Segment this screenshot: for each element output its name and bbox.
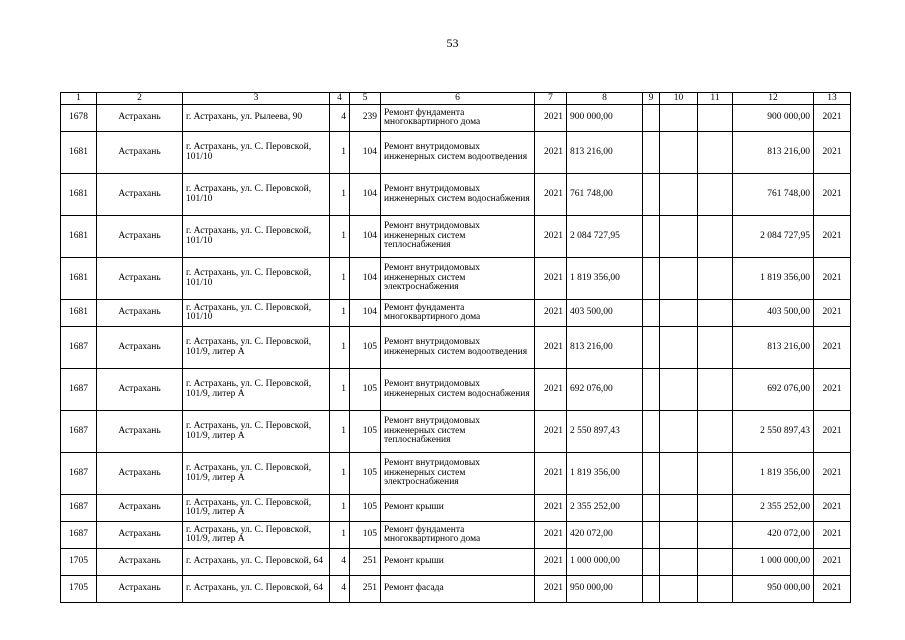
- column-header: 5: [350, 93, 381, 105]
- table-row: [61, 576, 851, 603]
- cell-address: г. Астрахань, ул. С. Перовской, 101/9, литер А: [183, 495, 330, 522]
- cell-col10: [660, 258, 698, 300]
- table-row: [61, 411, 851, 453]
- cell-year: 2021: [535, 216, 567, 258]
- cell-year-end: 2021: [814, 453, 851, 495]
- cell-locality: Астрахань: [97, 105, 183, 132]
- cell-col4: 4: [330, 105, 350, 132]
- column-header: 8: [567, 93, 643, 105]
- cell-col5: 104: [350, 132, 381, 174]
- cell-locality: Астрахань: [97, 258, 183, 300]
- column-header: 9: [643, 93, 660, 105]
- cell-address: г. Астрахань, ул. С. Перовской, 101/9, литер А: [183, 369, 330, 411]
- column-header: 7: [535, 93, 567, 105]
- table-row: [61, 522, 851, 549]
- cell-col9: [643, 411, 660, 453]
- cell-work-type: Ремонт фундамента многоквартирного дома: [381, 105, 535, 132]
- cell-work-type: Ремонт внутридомовых инженерных систем теплоснабжения: [381, 411, 535, 453]
- cell-work-type: Ремонт внутридомовых инженерных систем электроснабжения: [381, 453, 535, 495]
- cell-work-type: Ремонт фундамента многоквартирного дома: [381, 522, 535, 549]
- cell-amount-total: 900 000,00: [733, 105, 814, 132]
- cell-col11: [698, 174, 733, 216]
- cell-id: 1681: [61, 258, 97, 300]
- cell-col10: [660, 369, 698, 411]
- cell-col9: [643, 258, 660, 300]
- cell-amount-total: 1 819 356,00: [733, 453, 814, 495]
- cell-col9: [643, 174, 660, 216]
- cell-year: 2021: [535, 576, 567, 603]
- cell-year-end: 2021: [814, 105, 851, 132]
- cell-id: 1678: [61, 105, 97, 132]
- cell-amount: 2 084 727,95: [567, 216, 643, 258]
- cell-col5: 251: [350, 576, 381, 603]
- cell-col10: [660, 105, 698, 132]
- cell-work-type: Ремонт внутридомовых инженерных систем водоотведения: [381, 327, 535, 369]
- table-row: [61, 327, 851, 369]
- table-row: [61, 132, 851, 174]
- cell-id: 1705: [61, 576, 97, 603]
- cell-col11: [698, 522, 733, 549]
- cell-col10: [660, 495, 698, 522]
- cell-amount-total: 813 216,00: [733, 327, 814, 369]
- cell-col4: 1: [330, 369, 350, 411]
- cell-col4: 1: [330, 216, 350, 258]
- cell-col4: 1: [330, 327, 350, 369]
- cell-year: 2021: [535, 174, 567, 216]
- cell-amount: 1 819 356,00: [567, 258, 643, 300]
- cell-amount: 761 748,00: [567, 174, 643, 216]
- cell-amount-total: 403 500,00: [733, 300, 814, 327]
- cell-year-end: 2021: [814, 369, 851, 411]
- cell-id: 1681: [61, 174, 97, 216]
- cell-col5: 251: [350, 549, 381, 576]
- cell-id: 1681: [61, 300, 97, 327]
- cell-id: 1687: [61, 522, 97, 549]
- cell-col11: [698, 411, 733, 453]
- cell-year: 2021: [535, 411, 567, 453]
- cell-col5: 105: [350, 495, 381, 522]
- cell-col10: [660, 522, 698, 549]
- cell-col11: [698, 549, 733, 576]
- cell-amount: 692 076,00: [567, 369, 643, 411]
- cell-amount: 1 819 356,00: [567, 453, 643, 495]
- cell-col5: 104: [350, 216, 381, 258]
- cell-col10: [660, 132, 698, 174]
- cell-amount-total: 2 084 727,95: [733, 216, 814, 258]
- cell-address: г. Астрахань, ул. С. Перовской, 101/10: [183, 258, 330, 300]
- cell-work-type: Ремонт внутридомовых инженерных систем водоотведения: [381, 132, 535, 174]
- table-row: [61, 174, 851, 216]
- cell-col10: [660, 549, 698, 576]
- cell-year-end: 2021: [814, 522, 851, 549]
- cell-address: г. Астрахань, ул. С. Перовской, 101/10: [183, 216, 330, 258]
- cell-address: г. Астрахань, ул. С. Перовской, 64: [183, 549, 330, 576]
- cell-year-end: 2021: [814, 300, 851, 327]
- cell-col9: [643, 300, 660, 327]
- cell-col11: [698, 369, 733, 411]
- column-number-row: [61, 93, 851, 105]
- cell-col10: [660, 453, 698, 495]
- cell-work-type: Ремонт фасада: [381, 576, 535, 603]
- column-header: 11: [698, 93, 733, 105]
- cell-year: 2021: [535, 258, 567, 300]
- cell-id: 1705: [61, 549, 97, 576]
- cell-col5: 105: [350, 327, 381, 369]
- cell-year: 2021: [535, 369, 567, 411]
- table-row: [61, 549, 851, 576]
- cell-work-type: Ремонт крыши: [381, 549, 535, 576]
- cell-year-end: 2021: [814, 216, 851, 258]
- cell-year-end: 2021: [814, 327, 851, 369]
- column-header: 4: [330, 93, 350, 105]
- cell-locality: Астрахань: [97, 132, 183, 174]
- cell-amount-total: 1 819 356,00: [733, 258, 814, 300]
- cell-col9: [643, 369, 660, 411]
- cell-year: 2021: [535, 495, 567, 522]
- cell-col5: 105: [350, 453, 381, 495]
- cell-col9: [643, 576, 660, 603]
- table-row: [61, 258, 851, 300]
- cell-year-end: 2021: [814, 495, 851, 522]
- cell-col4: 1: [330, 522, 350, 549]
- column-header: 3: [183, 93, 330, 105]
- cell-col11: [698, 576, 733, 603]
- cell-col11: [698, 258, 733, 300]
- cell-locality: Астрахань: [97, 300, 183, 327]
- cell-col10: [660, 411, 698, 453]
- cell-work-type: Ремонт внутридомовых инженерных систем электроснабжения: [381, 258, 535, 300]
- cell-id: 1681: [61, 132, 97, 174]
- cell-col5: 239: [350, 105, 381, 132]
- cell-year: 2021: [535, 453, 567, 495]
- cell-locality: Астрахань: [97, 411, 183, 453]
- cell-id: 1687: [61, 453, 97, 495]
- cell-col4: 1: [330, 132, 350, 174]
- cell-id: 1687: [61, 495, 97, 522]
- cell-col11: [698, 105, 733, 132]
- column-header: 1: [61, 93, 97, 105]
- table-body: [61, 105, 851, 603]
- cell-col11: [698, 327, 733, 369]
- cell-locality: Астрахань: [97, 453, 183, 495]
- cell-col5: 104: [350, 174, 381, 216]
- cell-locality: Астрахань: [97, 522, 183, 549]
- cell-work-type: Ремонт внутридомовых инженерных систем водоснабжения: [381, 174, 535, 216]
- cell-amount-total: 761 748,00: [733, 174, 814, 216]
- cell-amount-total: 1 000 000,00: [733, 549, 814, 576]
- cell-col10: [660, 174, 698, 216]
- cell-locality: Астрахань: [97, 369, 183, 411]
- table-row: [61, 369, 851, 411]
- cell-col11: [698, 495, 733, 522]
- cell-locality: Астрахань: [97, 216, 183, 258]
- cell-col9: [643, 453, 660, 495]
- cell-col9: [643, 132, 660, 174]
- cell-year: 2021: [535, 522, 567, 549]
- table-row: [61, 495, 851, 522]
- cell-col4: 1: [330, 258, 350, 300]
- cell-work-type: Ремонт фундамента многоквартирного дома: [381, 300, 535, 327]
- cell-col5: 104: [350, 258, 381, 300]
- cell-id: 1687: [61, 327, 97, 369]
- cell-locality: Астрахань: [97, 495, 183, 522]
- cell-locality: Астрахань: [97, 576, 183, 603]
- column-header: 13: [814, 93, 851, 105]
- cell-col5: 104: [350, 300, 381, 327]
- cell-col4: 1: [330, 300, 350, 327]
- cell-col9: [643, 216, 660, 258]
- cell-col4: 1: [330, 495, 350, 522]
- cell-address: г. Астрахань, ул. С. Перовской, 101/10: [183, 132, 330, 174]
- cell-address: г. Астрахань, ул. С. Перовской, 101/9, литер А: [183, 453, 330, 495]
- cell-col5: 105: [350, 369, 381, 411]
- cell-amount: 950 000,00: [567, 576, 643, 603]
- cell-col11: [698, 300, 733, 327]
- column-header: 6: [381, 93, 535, 105]
- cell-col10: [660, 300, 698, 327]
- cell-amount-total: 813 216,00: [733, 132, 814, 174]
- page-number: 53: [446, 36, 459, 50]
- cell-amount-total: 420 072,00: [733, 522, 814, 549]
- cell-year: 2021: [535, 132, 567, 174]
- cell-amount-total: 692 076,00: [733, 369, 814, 411]
- cell-address: г. Астрахань, ул. С. Перовской, 101/10: [183, 300, 330, 327]
- cell-amount: 420 072,00: [567, 522, 643, 549]
- cell-year: 2021: [535, 549, 567, 576]
- cell-amount: 403 500,00: [567, 300, 643, 327]
- cell-id: 1687: [61, 411, 97, 453]
- cell-col10: [660, 576, 698, 603]
- cell-amount: 900 000,00: [567, 105, 643, 132]
- cell-col10: [660, 216, 698, 258]
- cell-amount-total: 950 000,00: [733, 576, 814, 603]
- cell-address: г. Астрахань, ул. С. Перовской, 101/9, литер А: [183, 522, 330, 549]
- cell-col4: 4: [330, 576, 350, 603]
- cell-year: 2021: [535, 105, 567, 132]
- cell-locality: Астрахань: [97, 549, 183, 576]
- cell-col9: [643, 105, 660, 132]
- cell-year-end: 2021: [814, 258, 851, 300]
- cell-col4: 1: [330, 411, 350, 453]
- cell-col11: [698, 216, 733, 258]
- cell-id: 1681: [61, 216, 97, 258]
- cell-col5: 105: [350, 522, 381, 549]
- cell-col9: [643, 495, 660, 522]
- table-row: [61, 105, 851, 132]
- cell-address: г. Астрахань, ул. Рылеева, 90: [183, 105, 330, 132]
- table-row: [61, 300, 851, 327]
- cell-work-type: Ремонт внутридомовых инженерных систем водоснабжения: [381, 369, 535, 411]
- cell-col11: [698, 453, 733, 495]
- cell-col9: [643, 522, 660, 549]
- cell-address: г. Астрахань, ул. С. Перовской, 101/9, литер А: [183, 411, 330, 453]
- cell-amount: 813 216,00: [567, 132, 643, 174]
- cell-col10: [660, 327, 698, 369]
- cell-amount-total: 2 355 252,00: [733, 495, 814, 522]
- cell-col5: 105: [350, 411, 381, 453]
- cell-amount-total: 2 550 897,43: [733, 411, 814, 453]
- cell-amount: 1 000 000,00: [567, 549, 643, 576]
- cell-year: 2021: [535, 300, 567, 327]
- cell-year-end: 2021: [814, 411, 851, 453]
- cell-col4: 1: [330, 174, 350, 216]
- cell-year-end: 2021: [814, 576, 851, 603]
- column-header: 2: [97, 93, 183, 105]
- table-row: [61, 453, 851, 495]
- table-row: [61, 216, 851, 258]
- cell-year-end: 2021: [814, 174, 851, 216]
- cell-amount: 813 216,00: [567, 327, 643, 369]
- cell-col4: 4: [330, 549, 350, 576]
- cell-locality: Астрахань: [97, 174, 183, 216]
- cell-locality: Астрахань: [97, 327, 183, 369]
- cell-id: 1687: [61, 369, 97, 411]
- cell-address: г. Астрахань, ул. С. Перовской, 64: [183, 576, 330, 603]
- cell-col9: [643, 549, 660, 576]
- cell-address: г. Астрахань, ул. С. Перовской, 101/10: [183, 174, 330, 216]
- cell-year: 2021: [535, 327, 567, 369]
- cell-amount: 2 355 252,00: [567, 495, 643, 522]
- cell-col11: [698, 132, 733, 174]
- column-header: 12: [733, 93, 814, 105]
- cell-address: г. Астрахань, ул. С. Перовской, 101/9, литер А: [183, 327, 330, 369]
- cell-amount: 2 550 897,43: [567, 411, 643, 453]
- column-header: 10: [660, 93, 698, 105]
- cell-work-type: Ремонт внутридомовых инженерных систем теплоснабжения: [381, 216, 535, 258]
- cell-year-end: 2021: [814, 549, 851, 576]
- cell-col9: [643, 327, 660, 369]
- capital-repair-table: [60, 92, 851, 603]
- cell-work-type: Ремонт крыши: [381, 495, 535, 522]
- cell-year-end: 2021: [814, 132, 851, 174]
- cell-col4: 1: [330, 453, 350, 495]
